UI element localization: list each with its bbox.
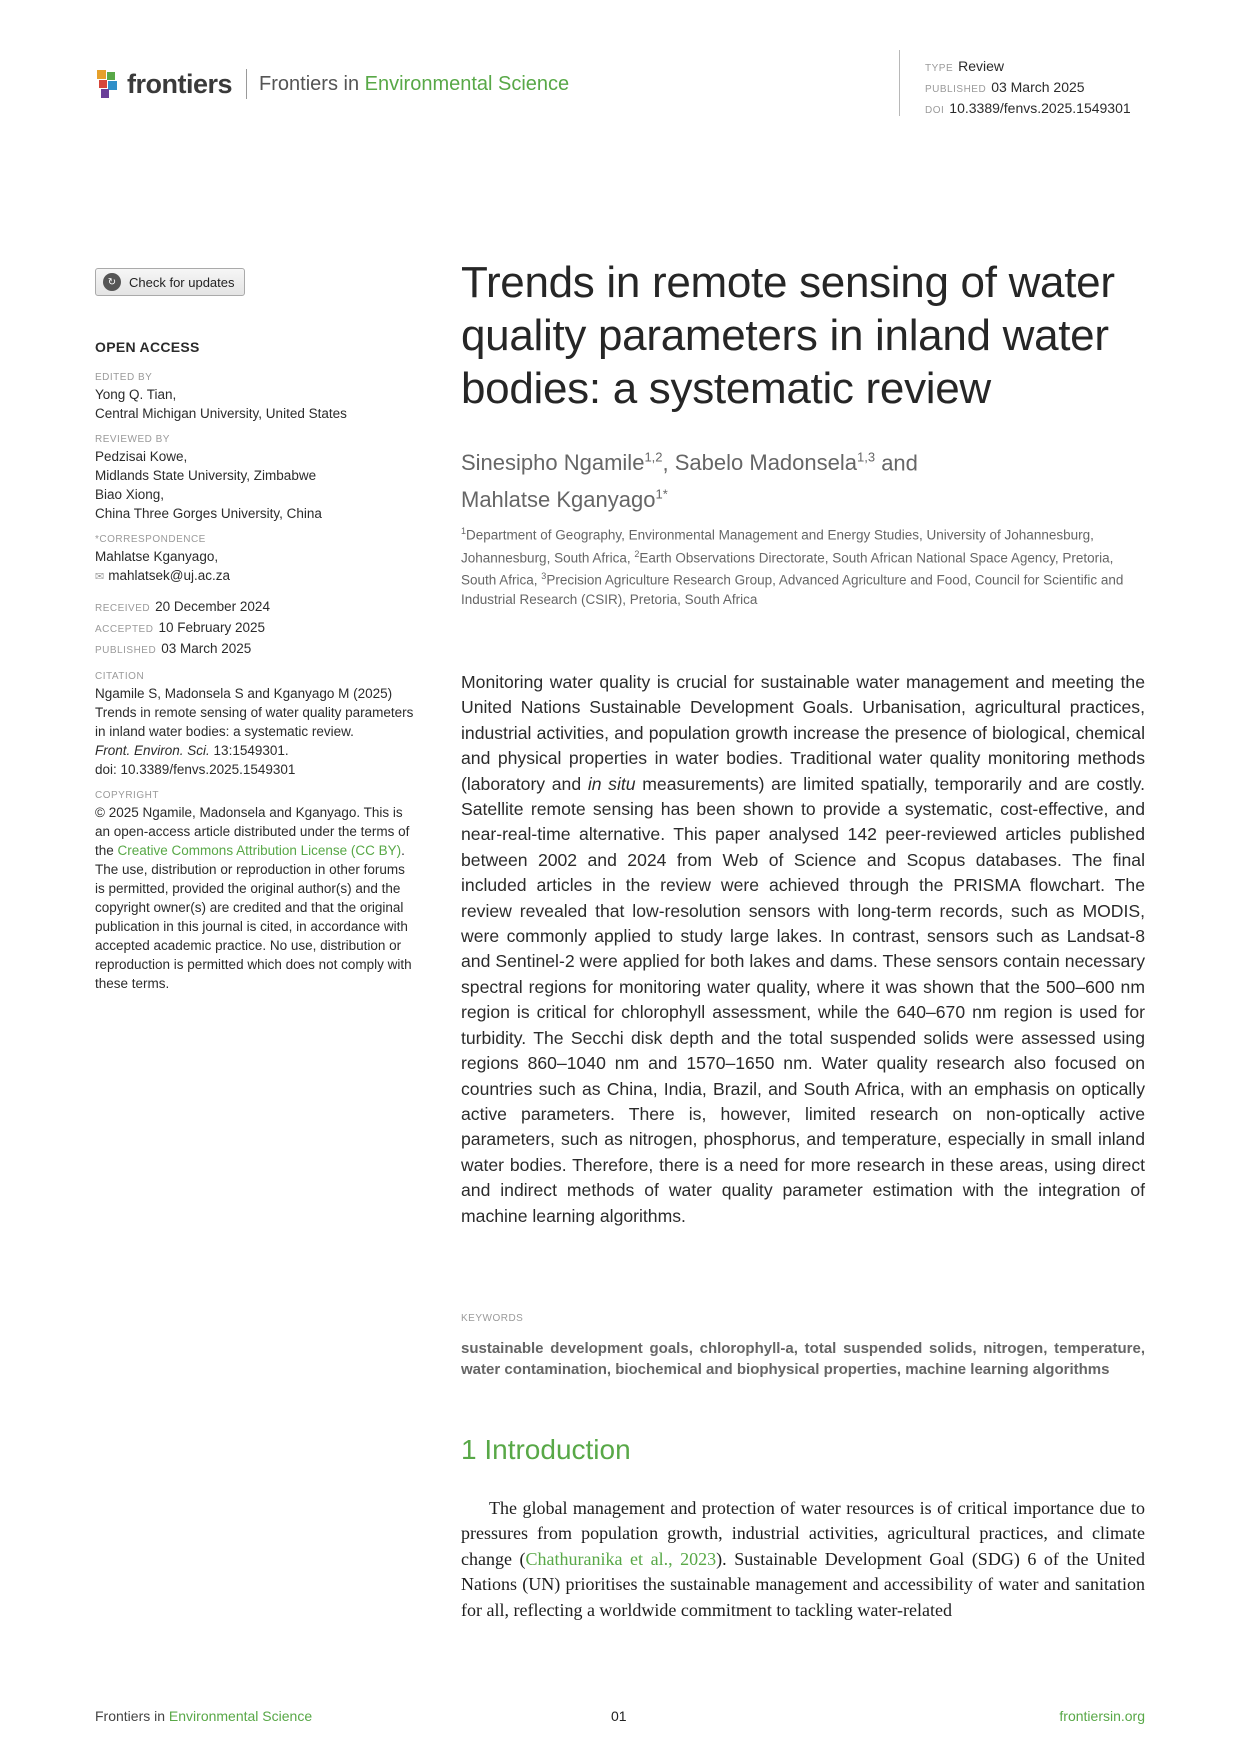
copyright-label: COPYRIGHT [95, 790, 159, 801]
abstract: Monitoring water quality is crucial for sustainable water management and meeting the United Nations Sustainable Development Goals. Urbanisation, agricultural practices, industrial activities, and population growth increase the presence of biological, chemical and physical properties in water bodies. Traditional water quality monitoring methods (laboratory and in situ measurements) are limited spatially, temporarily and are costly. Satellite remote sensing has been shown to provide a systematic, cost-effective, and near-real-time alternative. This paper analysed 142 peer-reviewed articles published between 2002 and 2024 from Web of Science and Scopus databases. The final included articles in the review were achieved through the PRISMA flowchart. The review revealed that low-resolution sensors with long-term records, such as MODIS, were commonly applied to study large lakes. In contrast, sensors such as Landsat-8 and Sentinel-2 were applied for both lakes and dams. These sensors contain necessary spectral regions for monitoring water quality, where it was shown that the 500–600 nm region is critical for chlorophyll assessment, while the 640–670 nm region is used for turbidity. The Secchi disk depth and the total suspended solids were assessed using regions 860–1040 nm and 1570–1650 nm. Water quality research also focused on countries such as China, India, Brazil, and South Africa, with an emphasis on optically active parameters. There is, however, limited research on non-optically active parameters, such as nitrogen, phosphorus, and temperature, especially in small inland water bodies. Therefore, there is a need for more research in these areas, using direct and indirect methods of water quality parameter estimation with the integration of machine learning algorithms. [461, 672, 1145, 1226]
affiliations: $^1$Department of Geography, Environmental Management and Energy Studies, University of Johannesburg, Johannesburg, South Africa, $^2$Earth Observations Directorate, South African National Space Agency, Pretoria, South Africa, $^3$Precision Agriculture Research Group, Advanced Agriculture and Food, Council for Scientific and Industrial Research (CSIR), Pretoria, South Africa [461, 526, 1124, 607]
journal-name: Environmental Science [364, 72, 570, 95]
correspondence-email[interactable]: mahlatsek@uj.ac.za [108, 568, 230, 583]
reviewed-by-label: REVIEWED BY [95, 434, 170, 445]
author[interactable]: Mahlatse Kganyago$^{1*}$ [461, 486, 668, 512]
keywords: sustainable development goals, chlorophyll-a, total suspended solids, nitrogen, temperature, water contamination, biochemical and biophysical properties, machine learning algorithms [461, 1340, 1145, 1378]
received-date: RECEIVED 20 December 2024 [95, 599, 270, 614]
check-for-updates-label: Check for updates [129, 274, 235, 290]
footer-journal: Frontiers in Environmental Science [95, 1708, 313, 1724]
correspondence-name: Mahlatse Kganyago, [95, 549, 219, 564]
correspondence-email-row[interactable] [95, 566, 415, 587]
reviewer-affiliation: Midlands State University, Zimbabwe [95, 468, 317, 483]
correspondence-label: *CORRESPONDENCE [95, 534, 206, 545]
copyright-text: © 2025 Ngamile, Madonsela and Kganyago. This is an open-access article distributed under the terms of the Creative Commons Attribution License (CC BY). The use, distribution or reproduction in other forums is permitted, provided the original author(s) and the copyright owner(s) are credited and that the original publication in this journal is cited, in accordance with accepted academic practice. No use, distribution or reproduction is permitted which does not comply with these terms. [95, 805, 412, 991]
article-title: Trends in remote sensing of water quality parameters in inland water bodies: a systematic review [461, 258, 1115, 413]
introduction-text: The global management and protection of water resources is of critical importance due to pressures from population growth, industrial activities, agricultural practices, and climate change (Chathuranika et al., 2023). Sustainable Development Goal (SDG) 6 of the United Nations (UN) prioritises the sustainable management and accessibility of water and sanitation for all, reflecting a worldwide commitment to tackling water-related [461, 1498, 1146, 1620]
refresh-icon: ↻ [103, 273, 121, 291]
editor-name: Yong Q. Tian, [95, 387, 177, 402]
editor-affiliation: Central Michigan University, United States [95, 406, 347, 421]
open-access-label: OPEN ACCESS [95, 339, 200, 355]
reviewer-affiliation: China Three Gorges University, China [95, 506, 322, 521]
citation-label: CITATION [95, 671, 145, 682]
reviewer-name: Pedzisai Kowe, [95, 449, 188, 464]
citation-link[interactable]: Chathuranika et al., 2023 [525, 1548, 717, 1569]
journal-title[interactable]: Frontiers in Environmental Science [259, 72, 570, 95]
citation-journal: Front. Environ. Sci. [95, 743, 210, 758]
citation-doi[interactable]: doi: 10.3389/fenvs.2025.1549301 [95, 762, 296, 777]
citation: Ngamile S, Madonsela S and Kganyago M (2025) Trends in remote sensing of water quality parameters in inland water bodies: a systematic review. Front. Environ. Sci. 13:1549301. doi: 10.3389/fenvs.2025.1549301 [95, 686, 414, 777]
cc-by-license-link[interactable]: Creative Commons Attribution License (CC BY) [117, 843, 402, 858]
meta-type: TYPE Review [925, 58, 1005, 74]
footer-site-link[interactable]: frontiersin.org [1059, 1708, 1145, 1724]
header-divider [246, 69, 247, 99]
keywords-label: KEYWORDS [461, 1313, 524, 1324]
meta-published: PUBLISHED 03 March 2025 [925, 79, 1085, 95]
meta-divider [899, 50, 900, 116]
sidebar [95, 338, 415, 993]
mail-icon: ✉ [95, 571, 105, 583]
author-list: Sinesipho Ngamile$^{1,2}$, Sabelo Madonsela$^{1,3}$ and Mahlatse Kganyago$^{1*}$ [461, 450, 918, 512]
page-number: 01 [611, 1708, 627, 1724]
frontiers-logo[interactable] [95, 66, 569, 102]
logo-wordmark: frontiers [127, 68, 233, 99]
author[interactable]: Sinesipho Ngamile$^{1,2}$ [461, 450, 663, 476]
published-date: PUBLISHED 03 March 2025 [95, 641, 252, 656]
edited-by-label: EDITED BY [95, 372, 153, 383]
check-for-updates-button[interactable] [95, 268, 245, 296]
article-meta [925, 57, 1131, 120]
reviewer-name: Biao Xiong, [95, 487, 165, 502]
accepted-date: ACCEPTED 10 February 2025 [95, 620, 266, 635]
frontiers-logo-icon [95, 68, 121, 100]
introduction-heading: 1 Introduction [461, 1434, 631, 1465]
meta-doi: DOI 10.3389/fenvs.2025.1549301 [925, 100, 1131, 116]
author[interactable]: Sabelo Madonsela$^{1,3}$ [674, 450, 876, 476]
